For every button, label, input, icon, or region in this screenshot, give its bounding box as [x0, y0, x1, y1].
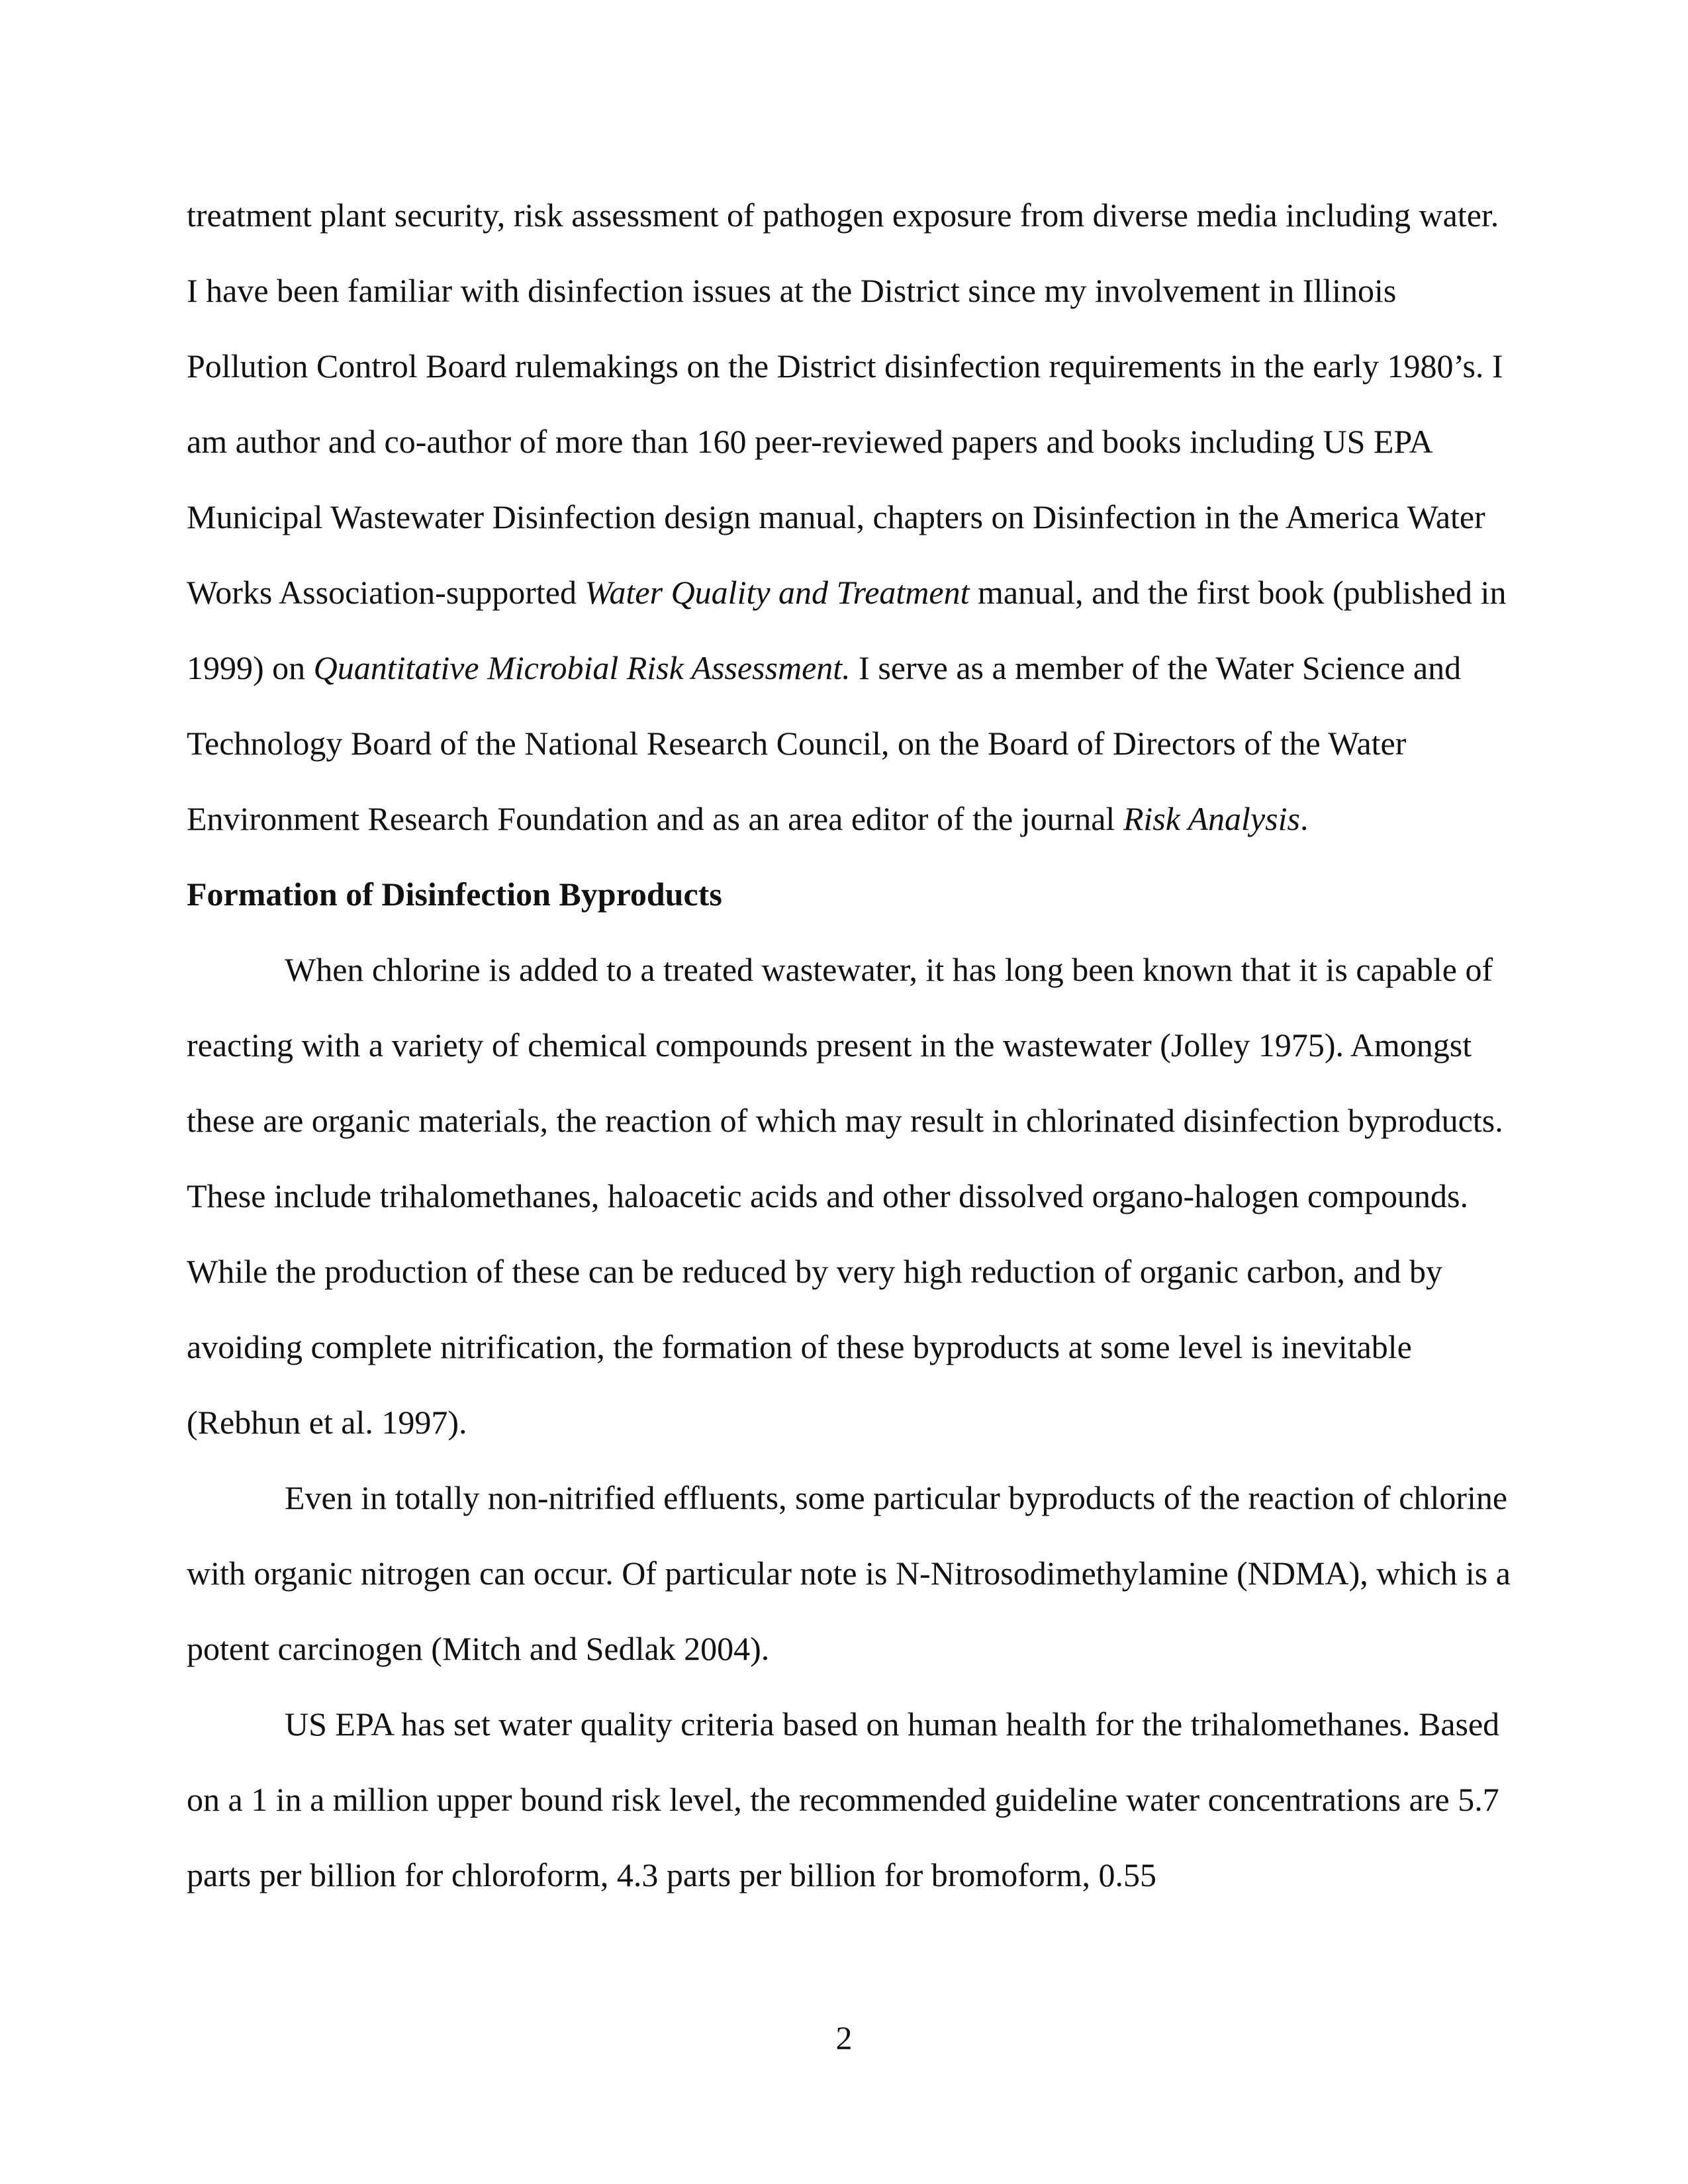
paragraph-credentials: [187, 177, 1517, 856]
body-text: [187, 177, 1517, 1913]
page-number: 2: [835, 2019, 853, 2056]
paragraph-credentials-text-2: manual, and the first book (published in 1999) on: [187, 574, 1507, 686]
paragraph-ndma: Even in totally non-nitrified effluents, some particular byproducts of the reaction of chlorine with organic nitrogen can occur. Of particular note is N-Nitrosodimethylamine (NDMA), which is a potent carcinogen (Mitch and Sedlak 2004).: [187, 1479, 1511, 1667]
paragraph-chlorine-reactions: When chlorine is added to a treated wastewater, it has long been known that it is capable of reacting with a variety of chemical compounds present in the wastewater (Jolley 1975). Amongst these are organic materials, the reaction of which may result in chlorinated disinfection byproducts. These include trihalomethanes, haloacetic acids and other dissolved organo-halogen compounds. While the production of these can be reduced by very high reduction of organic carbon, and by avoiding complete nitrification, the formation of these byproducts at some level is inevitable (Rebhun et al. 1997).: [187, 951, 1503, 1441]
paragraph-credentials-text-1: treatment plant security, risk assessment of pathogen exposure from diverse media including water. I have been familiar with disinfection issues at the District since my involvement in Illinois Pollution Control Board rulemakings on the District disinfection requirements in the early 1980’s. I am author and co-author of more than 160 peer-reviewed papers and books including US EPA Municipal Wastewater Disinfection design manual, chapters on Disinfection in the America Water Works Association-supported: [187, 197, 1503, 611]
book-title-water-quality: Water Quality and Treatment: [585, 574, 970, 611]
section-heading: Formation of Disinfection Byproducts: [187, 876, 722, 913]
paragraph-credentials-text-3: I serve as a member of the Water Science and Technology Board of the National Research Council, on the Board of Directors of the Water Environment Research Foundation and as an area editor of the journal: [187, 649, 1462, 837]
book-title-qmra: Quantitative Microbial Risk Assessment.: [313, 649, 851, 686]
paragraph-credentials-text-4: .: [1299, 800, 1309, 837]
journal-title-risk-analysis: Risk Analysis: [1123, 800, 1300, 837]
paragraph-epa-criteria: US EPA has set water quality criteria based on human health for the trihalomethanes. Based on a 1 in a million upper bound risk level, the recommended guideline water concentrations are 5.7 parts per billion for chloroform, 4.3 parts per billion for bromoform, 0.55: [187, 1706, 1500, 1893]
